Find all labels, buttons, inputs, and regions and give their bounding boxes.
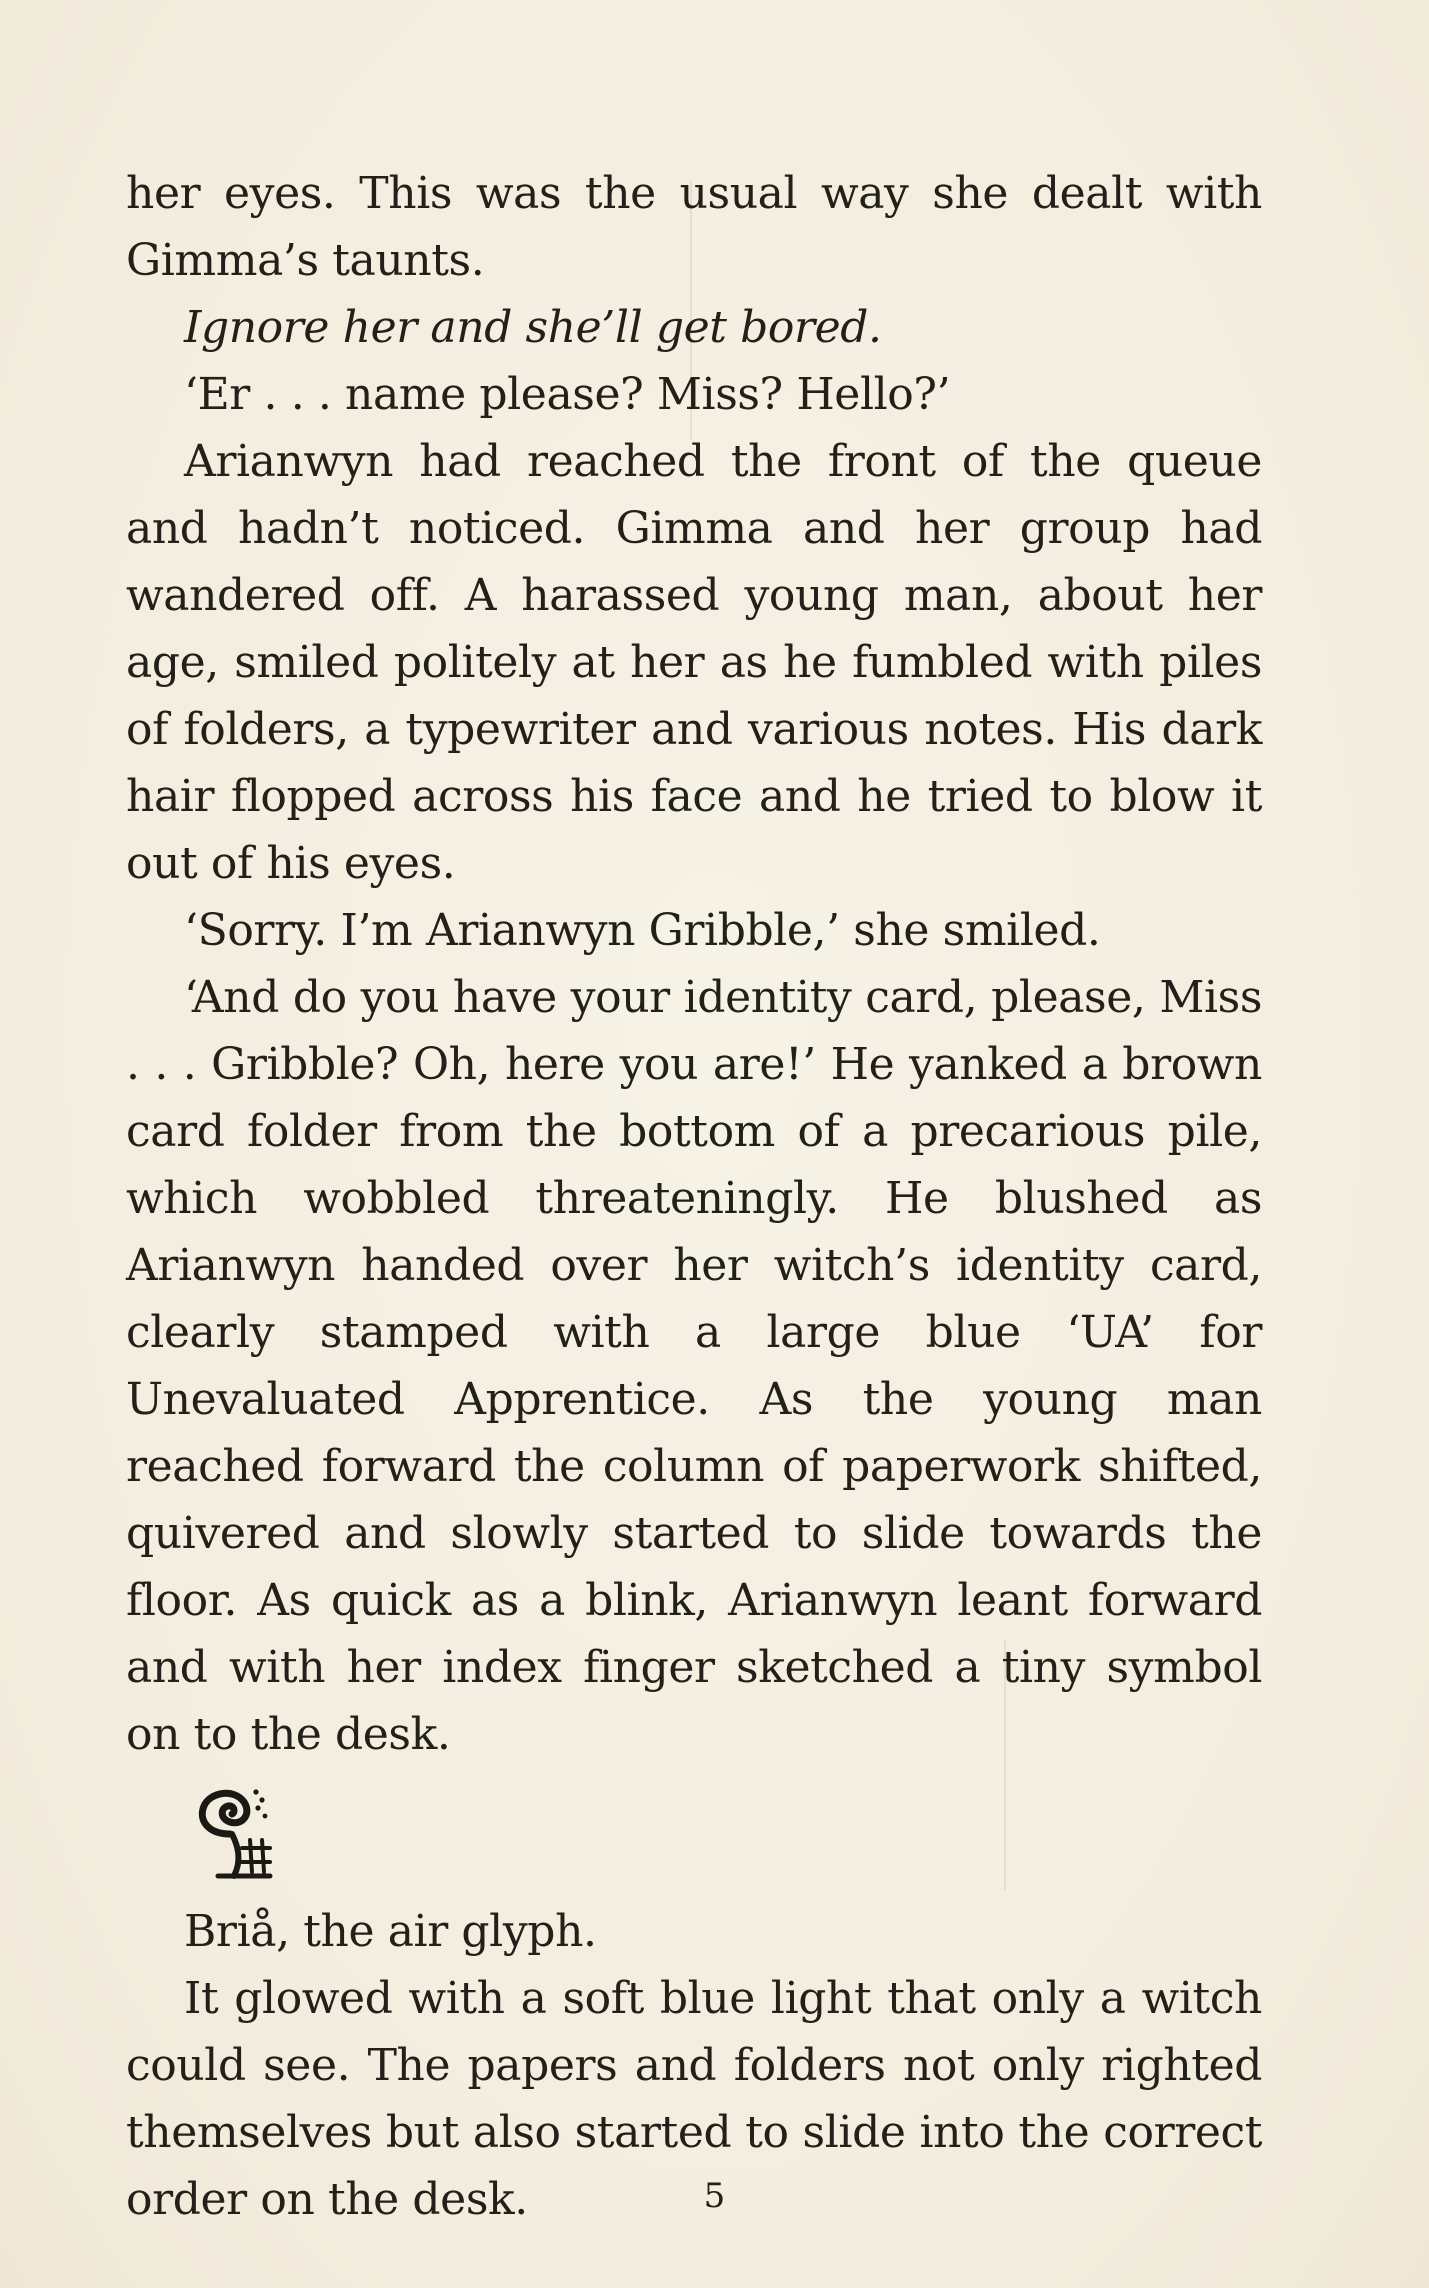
- paragraph: ‘And do you have your identity card, please, Miss . . . Gribble? Oh, here you are!’ He yanked a brown card folder from the bottom of a precarious pile, which wobbled threateningly. He blushed as Arianwyn handed over her witch’s identity card, clearly stamped with a large blue ‘UA’ for Unevaluated Apprentice. As the young man reached forward the column of paperwork shifted, quivered and slowly started to slide towards the floor. As quick as a blink, Arianwyn leant forward and with her index finger sketched a tiny symbol on to the desk.: [126, 972, 1262, 1760]
- paragraph: It glowed with a soft blue light that only a witch could see. The papers and folders not only righted themselves but also started to slide into the correct order on the desk.: [126, 1973, 1262, 2225]
- body-text: [126, 160, 1262, 2233]
- page-number: 5: [703, 2176, 726, 2216]
- paragraph: Arianwyn had reached the front of the queue and hadn’t noticed. Gimma and her group had wandered off. A harassed young man, about her age, smiled politely at her as he fumbled with piles of folders, a typewriter and various notes. His dark hair flopped across his face and he tried to blow it out of his eyes.: [126, 436, 1262, 889]
- glyph-caption: Briå, the air glyph.: [184, 1906, 597, 1957]
- paragraph-italic-thought: Ignore her and she’ll get bored.: [184, 302, 882, 353]
- air-glyph-icon: [190, 1776, 300, 1886]
- paragraph: her eyes. This was the usual way she dealt with Gimma’s taunts.: [126, 168, 1262, 286]
- paragraph: ‘Sorry. I’m Arianwyn Gribble,’ she smiled.: [184, 905, 1101, 956]
- paragraph: ‘Er . . . name please? Miss? Hello?’: [184, 369, 951, 420]
- glyph-row: [126, 1768, 1262, 1898]
